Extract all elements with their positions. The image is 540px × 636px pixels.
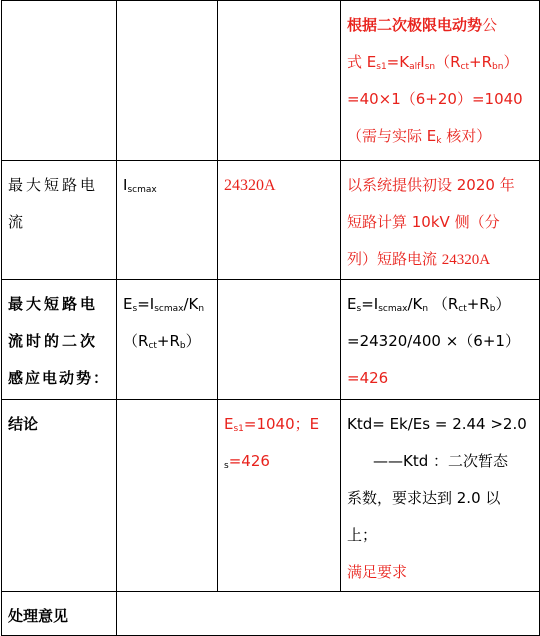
note-line: =40×1（6+20）=1040 — [347, 90, 523, 108]
note-line: $E_s=I_{scmax}/K_n$ $(R_{ct}+R_b)$ — [347, 295, 511, 314]
value-cell — [218, 1, 341, 161]
label-cell — [2, 1, 117, 161]
transformer-ct-check-table — [1, 0, 540, 636]
note-line: 上； — [347, 526, 378, 544]
label-cell: 最大短路电 流时的二次 感应电动势： — [2, 280, 117, 400]
note-line: =24320/400 ×（6+1） — [347, 332, 520, 350]
table-row — [2, 280, 540, 400]
value-cell: 24320A — [218, 161, 341, 280]
note-line: 系数，要求达到 2.0 以 — [347, 489, 501, 507]
note-line: （需与实际 $E_k$ 核对） — [347, 127, 492, 146]
table-row — [2, 161, 540, 280]
note-line: 式 $E_{s1}=K_{alf}I_{sn}(R_{ct}+R_{bn})$ — [347, 53, 519, 72]
note-line: =426 — [347, 369, 389, 387]
table-row — [2, 400, 540, 592]
note-cell — [341, 161, 540, 280]
symbol-cell: $E_s=I_{scmax}/K_n$ $(R_{ct}+R_b)$ — [117, 280, 218, 400]
note-line: Ktd= Ek/Es = 2.44 >2.0 — [347, 415, 527, 433]
symbol-cell — [117, 400, 218, 592]
note-cell — [341, 1, 540, 161]
note-cell — [341, 400, 540, 592]
symbol-cell — [117, 1, 218, 161]
note-line: ——Ktd ：二次暂态 — [373, 452, 509, 470]
note-line: 根据二次极限电动势公 — [347, 16, 498, 34]
value-cell: $E_{s1}=1040$；E $_s$=426 — [218, 400, 341, 592]
note-cell — [341, 280, 540, 400]
table-row — [2, 592, 540, 636]
label-cell: 最大短路电 流 — [2, 161, 117, 280]
label-cell: 处理意见 — [2, 592, 117, 636]
note-line: 以系统提供初设 2020 年 — [347, 176, 515, 194]
note-line: 列）短路电流 24320A — [347, 250, 491, 268]
note-line: 短路计算 10kV 侧（分 — [347, 213, 500, 231]
merged-opinion-cell — [117, 592, 540, 636]
symbol-cell: $I_{scmax}$ — [117, 161, 218, 280]
value-cell — [218, 280, 341, 400]
label-cell: 结论 — [2, 400, 117, 592]
note-line: 满足要求 — [347, 563, 408, 581]
table-row — [2, 1, 540, 161]
